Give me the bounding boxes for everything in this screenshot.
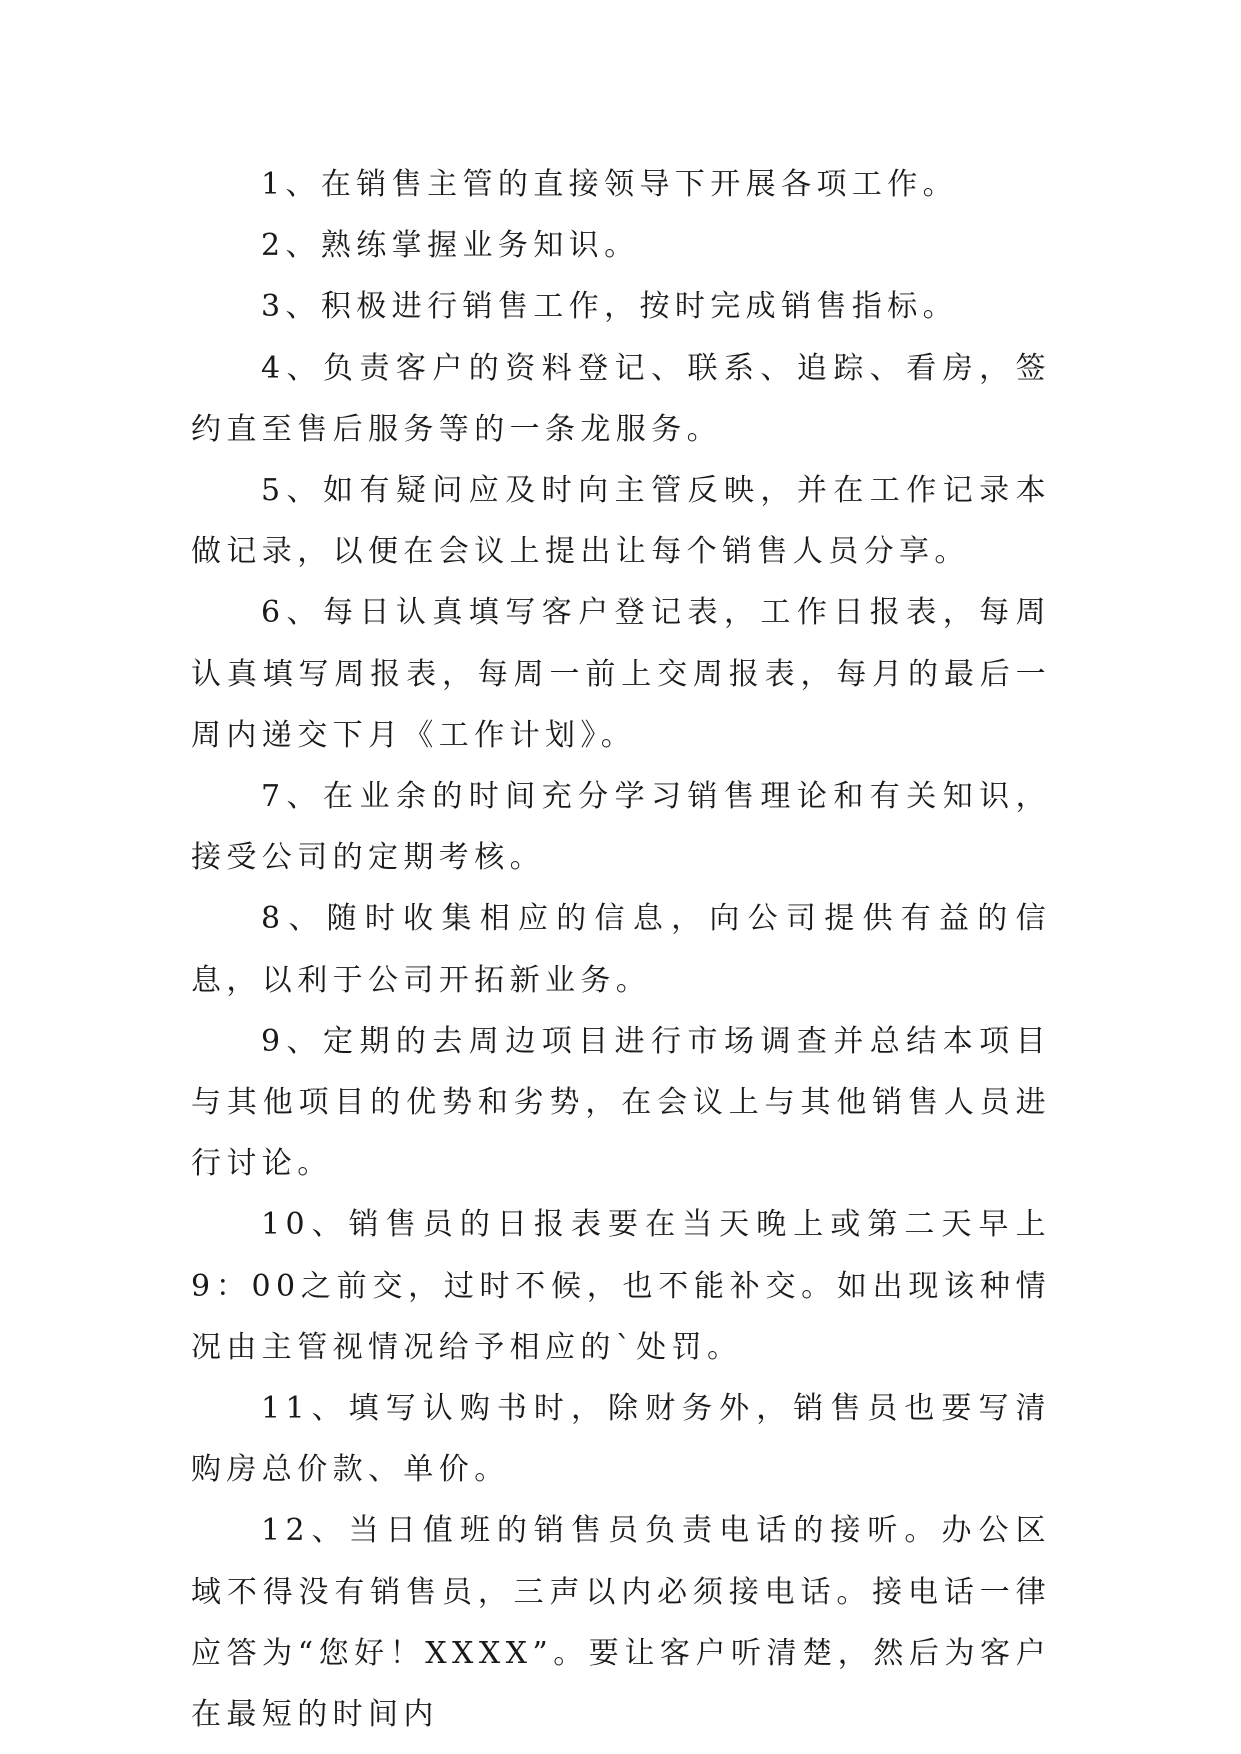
paragraph-7: 7、在业余的时间充分学习销售理论和有关知识，接受公司的定期考核。: [191, 779, 1051, 876]
paragraph-12: 12、当日值班的销售员负责电话的接听。办公区域不得没有销售员，三声以内必须接电话。接电话一律应答为“您好！XXXX”。要让客户听清楚，然后为客户在最短的时间内: [191, 1513, 1051, 1733]
paragraph-6: 6、每日认真填写客户登记表，工作日报表，每周认真填写周报表，每周一前上交周报表，每月的最后一周内递交下月《工作计划》。: [191, 595, 1051, 753]
paragraph-11: 11、填写认购书时，除财务外，销售员也要写清购房总价款、单价。: [191, 1391, 1051, 1488]
paragraph-3: 3、积极进行销售工作，按时完成销售指标。: [261, 289, 959, 325]
paragraph-9: 9、定期的去周边项目进行市场调查并总结本项目与其他项目的优势和劣势，在会议上与其他销售人员进行讨论。: [191, 1023, 1051, 1182]
paragraph-2: 2、熟练掌握业务知识。: [261, 228, 640, 264]
paragraph-10: 10、销售员的日报表要在当天晚上或第二天早上9：00之前交，过时不候，也不能补交。如出现该种情况由主管视情况给予相应的`处罚。: [191, 1207, 1051, 1365]
paragraph-4: 4、负责客户的资料登记、联系、追踪、看房，签约直至售后服务等的一条龙服务。: [191, 350, 1051, 447]
paragraph-5: 5、如有疑问应及时向主管反映，并在工作记录本做记录，以便在会议上提出让每个销售人员分享。: [191, 473, 1051, 570]
paragraph-1: 1、在销售主管的直接领导下开展各项工作。: [261, 167, 959, 202]
paragraph-8: 8、随时收集相应的信息，向公司提供有益的信息，以利于公司开拓新业务。: [191, 901, 1051, 998]
document-body: [191, 154, 1051, 1745]
